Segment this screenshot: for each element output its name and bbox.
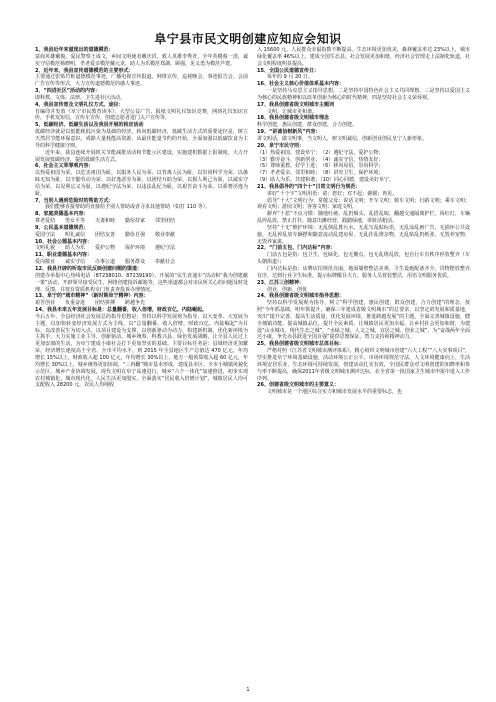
- paragraph: 一是坚持马克思主义指导思想，二是坚持中国特色社会主义共同理想，三是坚持以爱国主义为核心的民族精神和以改革创新为核心的时代精神，四是坚持社会主义荣辱观。: [257, 88, 470, 101]
- paragraph: 有编印并发放《阜宁市民教育读本》，大型公益广告，报纸文明礼仪知识竞赛，网络礼仪知识宣传，手机发短信，宣传车宣传，创建志愿者进门入户宣传等。: [35, 108, 248, 122]
- section-heading: 5、低碳经济、低碳生活以及我县开展的相应活动: [35, 122, 144, 129]
- section-heading: 24、我县创建省级文明城市指导思想：: [257, 293, 344, 300]
- paragraph: 尊老爱幼 男女平等 夫妻和睦 勤俭持家 邻里团结: [35, 218, 176, 225]
- paragraph: 今后五年，全县经济社会发展总的指导思想是：坚持以科学发展观为指导，以大变革、大发展为主题，以加快转变经济发展方式为主线，以“总量翻番、收入倍增、财政百亿、内陆崛起”为目标，以改善民生为切入点，以项目建设为支撑，以创新驱动为动力，构建新机制、优化新环境为主抓手，大力实施工业主导、创新驱动、城乡统筹、科教兴县、绿色发展战略，让全县人民过上更加安康的生活，为阜宁建成小康社会打下更加坚实的基础。主要目标任务是：县域经济更加繁荣，经济增长速度高于全省、全市平均水平，到 2015 年全县地区生产总值达 470 亿元，年均增长 15%以上，财政收入超 100 亿元，年均增长 30%以上，地方一般预算收入超 60 亿元，年均增长 30%以上，城乡统筹更加协调，“三再翻”城市基本形成，建成县市区、全市小城镇风貌化示范区，城乡产业协调发展，现代文明在阜宁高速进行，城乡“六个一体化”加速推进，初步实现农村城镇化，城市现代化，人民生活更加殷实，全面落实“居民收入倍增计划”，城镇居民人均可支配收入 28200 元，农民人均纯收: [35, 313, 248, 389]
- paragraph: （1）热爱祖国，建设阜宁； （2）遵纪守法，爱护公物；: [257, 149, 384, 156]
- section-heading: 4、我县宣传普及文明礼仪方式、途径：: [35, 101, 124, 108]
- paragraph: 文明、让城市更和谐。: [267, 108, 318, 115]
- paragraph: 富商英雄戴俊，爱民警察王成文，乡间文明使者戴庆洪，救人英雄李秀青，全年英模蔡一清，诚实守信模范杨晓明，孝老爱亲模范戴元龙，助人为乐模范郑湖、顾强，见义勇为模范芦建。: [35, 53, 248, 67]
- paragraph: 坚持以科学发展观为指导，树立“科学创建，惠民创建，群众创建，合力创建”的理念，按照“今年抓基础，明年抓提升，确保三年建成省级文明城市”的总要求，以坚定的发展和质量地，突出“提升完善，提高生活质量，优化发展环境，推进跨越发展”的主题，全面完善城镇设施，健全城镇功能，提高城镇品位，提升全民素质，让城镇居民更加幸福，让乡村社会更加和谐，为建设“山水城市、现代生态之城”，“水绿之城、人文之城、宜居之城、创业之城”，为“奋战两年全面达小康，争先赤县跃进全国百强”提供思想保证、智力支持和精神动力。: [257, 300, 470, 341]
- paragraph: 我们能够直接帮助的直接给予别人帮助或者寻求其他帮助（如打 110 等）。: [45, 204, 211, 211]
- paragraph: 创建办举报中心热线电话（87238010、87239190），开展的“民生直通车”活动和“我为创建献一策”活动，开辟领导接受民生，网络创建投诉邮箱等，这些渠道都会对市民所关心的问题及时处理、反馈，并按有资质机构专门负责查投诉办理情况。: [35, 272, 248, 293]
- paragraph: 文明城市是一个地区综合实力和城市发展水平的重要标志，也: [267, 389, 403, 396]
- paragraph: 严格对照《江苏省文明城市测评体系》，精心组织文明城市创建“六大工程”“八大实事项目”，坚实推进阜宁环境基础设施，活动环境公正公平、市场环境规范守法、人文环境健康向上、生活环境安居乐业，生态环境可持续发展，创建活动扎实有效，全国民群众对文明创建的知晓率和参与率不断提高，确保2011年省级文明城市测评达标，在全省第一批国家卫生城市申报中进入工作序列。: [257, 348, 470, 382]
- paragraph: 低碳经济就是以低能耗低污染为基础的经济，转向低碳经济，低碳生活方式的重要途径是，树立天然居节能环保意识，戒除大量耗能高资源，从最佳能量节约的开始，全面加强以低碳饮食为主导的科学健康守则。: [35, 129, 248, 149]
- paragraph: 讲好“十个字”文明用语：请；您好；对不起；谢谢；再见。: [267, 190, 398, 197]
- section-heading: 2、近年来，我县宣传道德模范的主要形式：: [35, 67, 134, 74]
- paragraph: 科学创建，惠民创建，群众创建，合力创建。: [257, 122, 358, 129]
- paragraph: 入 15600 元，人民群众幸福指数不断提高。生态环境更加优美，森林覆盖率达 23%以上，城市绿化覆盖率 46%以上，建成全国生态县。社会发展更加和谐，经济社会管理走上法制化轨道，社会文明程度明显提高。: [257, 47, 470, 67]
- paragraph: 文明礼貌 助人为乐 爱护公物 保护环境 遵纪守法: [35, 245, 176, 252]
- section-heading: 19、“讲诚信树新风”内容：: [257, 129, 321, 136]
- paragraph: 近年来，我县连续开展机关节能减排活动和节能示区建设，实施建机数据上报制度，大力开展发展低碳经济，提倡低碳生活方式。: [35, 149, 248, 163]
- paragraph: 以热爱祖国为荣、以危害祖国为耻，以服务人民为荣、以背离人民为耻，以崇尚科学为荣、以愚昧无知为耻，以辛勤劳动为荣、以好逸恶劳为耻，以团结互助为荣、以损人利己为耻，以诚实守信为荣、以见利忘义为耻，以遵纪守法为荣、以违法乱纪为耻，以艰苦奋斗为荣、以骄奢淫逸为耻。: [35, 170, 248, 197]
- paragraph: （9）助人为乐，共建和谐；（10）同心同德，建设美好阜宁。: [257, 177, 395, 184]
- paragraph: 每年的 9 月 20 日。: [267, 74, 313, 81]
- section-heading: 10、社会公德基本内容：: [35, 238, 92, 245]
- section-heading: 13、阜宁的“城市精神”（新时期阜宁精神）内容：: [35, 293, 149, 300]
- section-heading: 20、阜宁市民守则：: [257, 142, 304, 149]
- section-heading: 7、当别人遇到危险时的帮助方式：: [35, 197, 114, 204]
- paragraph: 门内达标是指：店牌店招规范亮丽，地面墙壁整洁美观，卫生设施配备齐全，货物摆放整齐有序，达到行业卫生标准。提示标牌醒目大方，服务人员着装整洁，用语文明服务优质。: [257, 266, 470, 279]
- section-heading: 22、“门前五包、门内达标”内容：: [257, 245, 336, 252]
- paragraph: 主要通过张贴竹桩道德模范事迹，广播电视宣传报道，网络宣传，巡视晚会，事迹报告会，会前广告宣传等形式，大力宣传道德模范的感人事迹。: [35, 74, 248, 88]
- paragraph: 艰苦创业 负重奋进 团结拼搏 跨越争先: [35, 300, 146, 307]
- paragraph: 门前五包是指：包卫生，包绿化，包无摊点，包无乱堆乱放，包自行车有秩序停放整齐（车头朝街道）；: [257, 252, 470, 266]
- paragraph: 摒弃“十恶”不良习惯：随地吐痰，乱扔烟头，乱搭乱晾，翻越交通隔离护栏，闯红灯，车辆乱停乱放，禁止打扑，随意出摊经营，践踏绿地，讲脏话粗话。: [257, 211, 470, 225]
- paragraph: 即科教、文体、法律、卫生进社区活动。: [35, 94, 126, 101]
- section-heading: 1、我县近年来滋现出的道德模范：: [35, 47, 114, 53]
- section-heading: 3、“四进社区”活动的内容：: [35, 88, 101, 95]
- section-heading: 6、社会主义荣辱观内容：: [35, 163, 94, 170]
- section-heading: 17、我县创建省级文明城市主题词: [257, 101, 334, 108]
- page-number: 1: [246, 687, 250, 693]
- left-column: [35, 47, 248, 389]
- page-title: 阜宁县市民文明创建应知应会知识: [154, 32, 342, 46]
- section-heading: 8、家庭美德基本内容：: [35, 211, 89, 218]
- section-heading: 15、全国公民道德宣传日：: [257, 67, 319, 74]
- section-heading: 16、社会主义核心价值体系基本内容：: [257, 81, 344, 88]
- paragraph: （3）勤劳奋斗，创新创业； （4）诚实守信，热情友好；: [257, 156, 384, 163]
- section-heading: 11、职业道德基本内容：: [35, 252, 92, 259]
- paragraph: （7）孝老爱亲，邻里和睦； （8）讲究卫生，保护环境；: [257, 170, 384, 177]
- paragraph: 创业、创新、创优: [267, 286, 308, 293]
- right-column: [257, 47, 470, 396]
- paragraph: 爱国守法 明礼诚信 团结友善 勤俭自强 敬业奉献: [35, 231, 176, 238]
- section-heading: 23、江苏三创精神：: [257, 279, 304, 286]
- section-heading: 18、我县创建省级文明城市理念: [257, 115, 329, 122]
- section-heading: 14、我县未来五年发展目标是：总量翻番，收入倍增，财政百亿，内陆崛起。: [35, 307, 207, 314]
- paragraph: 坚持“十无”维护环境：无乱倒乱排污水，无乱写乱贴标语，无乱涂乱画广告，无损坏公共设施，无乱停乱放车辆摆和随意流动乱建房屋，无乱挂乱堆杂物，无乱贴乱扔纸张，无毁养宠物，无毁养家禽。: [257, 224, 470, 245]
- paragraph: 倡导“十大”文明行为：常敬父母；说话文明；开车文明；骑车文明；行路文明；乘车文明；观看文明；游园文明；客客文明；家庭文明。: [257, 197, 470, 211]
- section-heading: 9、公民基本道德规范：: [35, 224, 89, 231]
- section-heading: 26、创建省级文明城市的主要意义：: [257, 382, 339, 389]
- paragraph: 讲文明话，做文明事，当文明人，树文明诚信，创新创业创民皇宁人新形象。: [257, 135, 428, 142]
- section-heading: 12、我县开辟的听取市民反映创建问题的渠道：: [35, 266, 142, 272]
- section-heading: 25、我县创建省级文明城市总体目标：: [257, 341, 344, 348]
- section-heading: 21、我县倡导的“四个十”日常文明行为规范：: [257, 183, 361, 190]
- paragraph: 爱岗敬业 诚实守信 办事公道 服务群众 奉献社会: [35, 259, 176, 266]
- paragraph: （5）尊师重教，好学上进； （6）移风易俗，崇尚科学；: [257, 163, 384, 170]
